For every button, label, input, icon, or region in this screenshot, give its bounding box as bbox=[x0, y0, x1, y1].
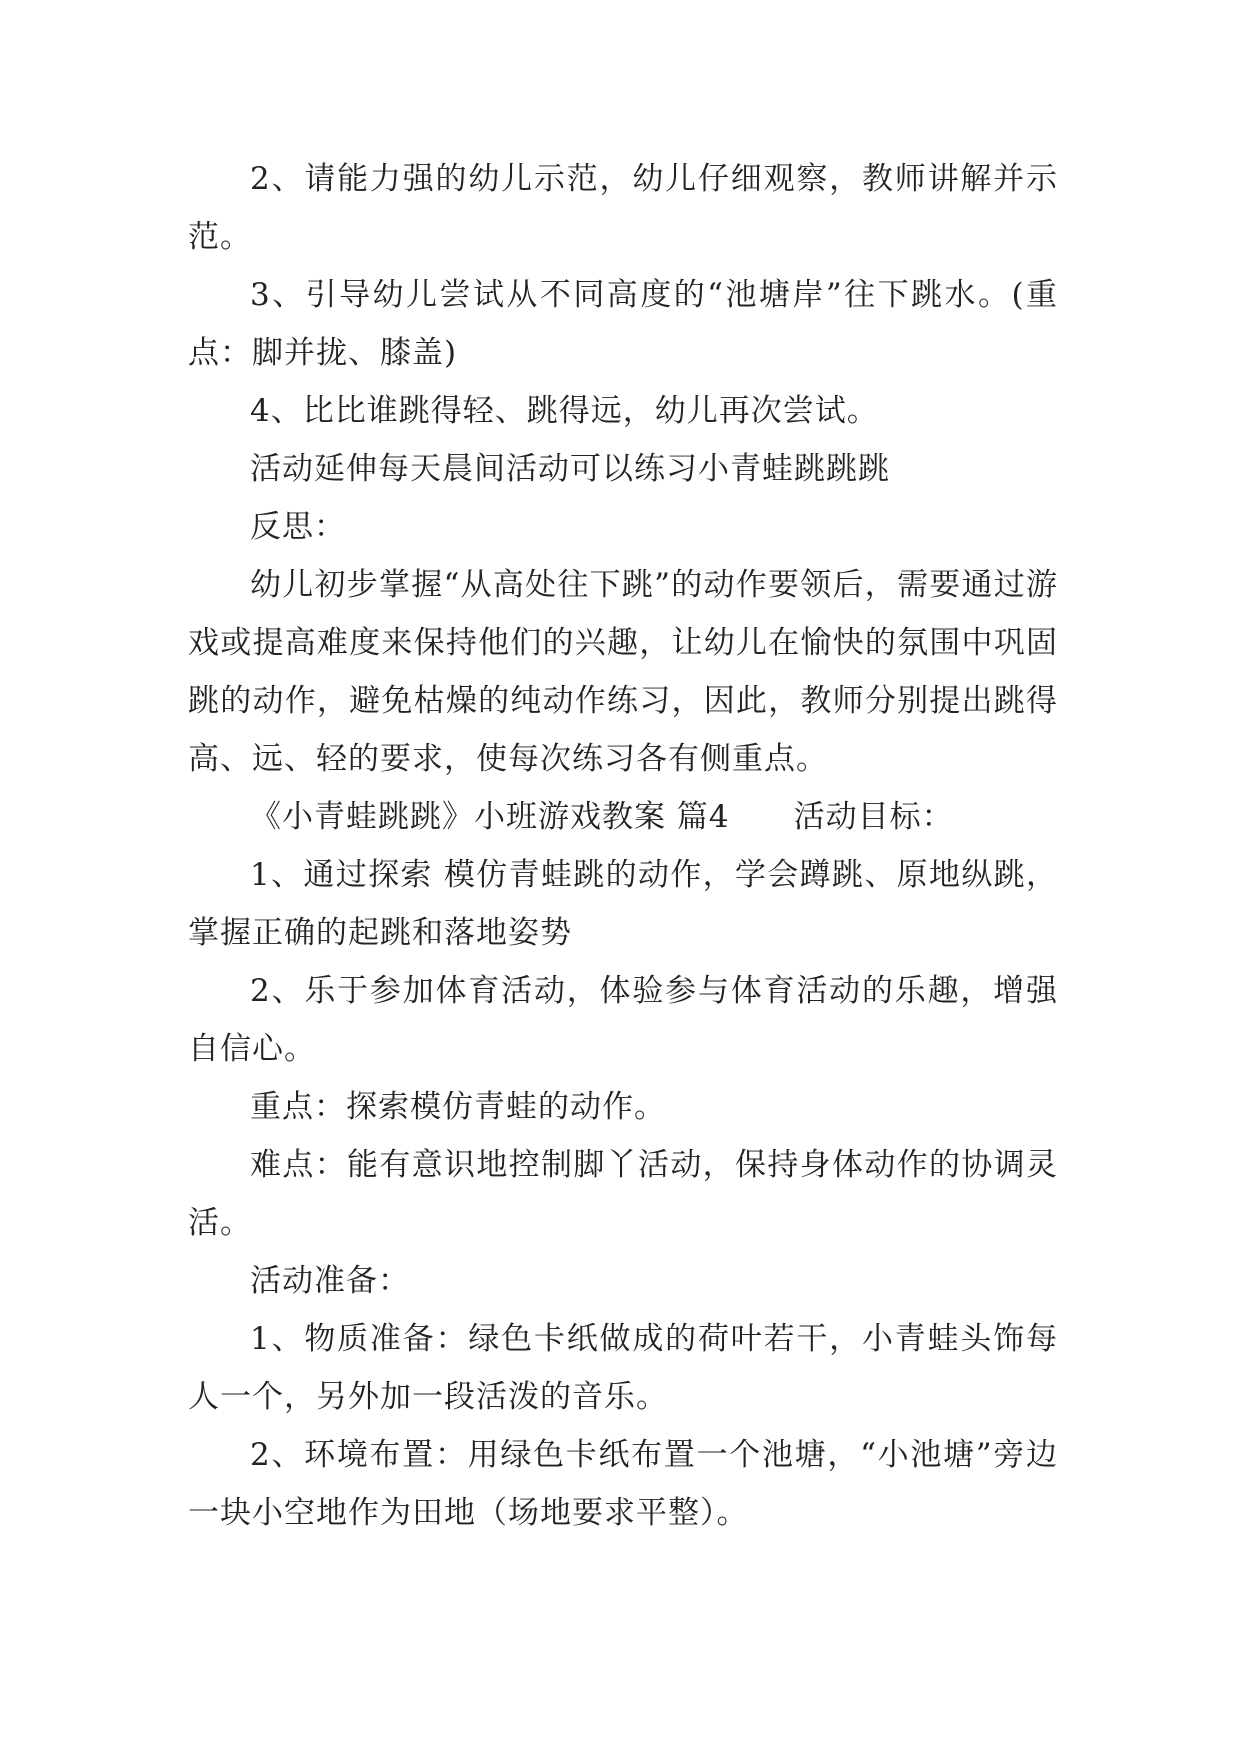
paragraph-reflection-heading: 反思： bbox=[250, 509, 346, 545]
paragraph-preparation-1: 1、物质准备：绿色卡纸做成的荷叶若干，小青蛙头饰每人一个，另外加一段活泼的音乐。 bbox=[188, 1321, 1058, 1415]
paragraph-reflection-body: 幼儿初步掌握“从高处往下跳”的动作要领后，需要通过游戏或提高难度来保持他们的兴趣，让幼儿在愉快的氛围中巩固跳的动作，避免枯燥的纯动作练习，因此，教师分别提出跳得高、远、轻的要求，使每次练习各有侧重点。 bbox=[188, 567, 1058, 777]
paragraph-preparation-heading: 活动准备： bbox=[250, 1263, 410, 1299]
paragraph-activity-extension: 活动延伸每天晨间活动可以练习小青蛙跳跳跳 bbox=[250, 451, 890, 487]
paragraph-step-4: 4、比比谁跳得轻、跳得远，幼儿再次尝试。 bbox=[250, 393, 879, 429]
paragraph-difficulty: 难点：能有意识地控制脚丫活动，保持身体动作的协调灵活。 bbox=[188, 1147, 1058, 1241]
paragraph-step-3: 3、引导幼儿尝试从不同高度的“池塘岸”往下跳水。(重点：脚并拢、膝盖) bbox=[188, 277, 1058, 371]
paragraph-lesson-title: 《小青蛙跳跳》小班游戏教案 篇4 活动目标： bbox=[250, 799, 954, 835]
paragraph-step-2: 2、请能力强的幼儿示范，幼儿仔细观察，教师讲解并示范。 bbox=[188, 161, 1058, 255]
paragraph-goal-2: 2、乐于参加体育活动，体验参与体育活动的乐趣，增强自信心。 bbox=[188, 973, 1058, 1067]
document-body bbox=[188, 150, 1058, 1542]
paragraph-key-point: 重点：探索模仿青蛙的动作。 bbox=[250, 1089, 666, 1125]
paragraph-goal-1: 1、通过探索 模仿青蛙跳的动作，学会蹲跳、原地纵跳，掌握正确的起跳和落地姿势 bbox=[188, 857, 1058, 951]
paragraph-preparation-2: 2、环境布置：用绿色卡纸布置一个池塘，“小池塘”旁边一块小空地作为田地（场地要求平整）。 bbox=[188, 1437, 1058, 1531]
